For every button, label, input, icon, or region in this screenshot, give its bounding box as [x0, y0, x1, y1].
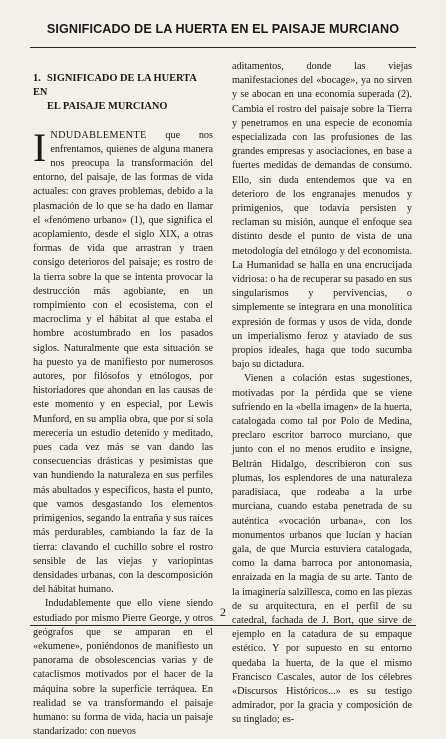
right-column: [232, 60, 412, 728]
paragraph-1-continued: aditamentos, donde las viejas manifestaciones del «bocage», ya no sirven y se abocan en una economía superada (2). Cambia el rostro del paisaje sobre la Tierra y penetramos en una especie de economía especializada con las profusiones de las grandes empresas y asociaciones, en base a fuertes medidas de demandas de consumo. Ello, sin duda entendemos que va en deterioro de los engranajes menudos y primigenios, que todavía persisten y reclaman su misión, aunque el enfoque sea distinto desde el punto de vista de una metodología del etnólogo y del economista. La Humanidad se halla en una encrucijada vidriosa: o ha de recuperar su pasado en sus singularismos y pervivencias, o simplemente se integrara en una monolítica expresión de formas y usos de vida, donde un imperialismo feroz y ataviado de sus propios ideales, haga que todo sucumba bajo su dictadura.: [232, 61, 412, 371]
paragraph-2: Indudablemente que ello viene siendo estudiado por mismo Pierre George, y otros geógrafos que se amparan en el «ekumene», poniéndonos de manifiesto un panorama de obsolescencias varias y de cataclismos motivados por el hacer de la máquina sobre la superficie terráquea. En realidad se va transformando el paisaje humano: su forma de vida, hacia un paisaje standarizado: con nuevos: [33, 598, 213, 738]
section-title-line1: SIGNIFICADO DE LA HUERTA EN: [33, 73, 197, 99]
header-rule: [30, 47, 416, 48]
page-number: 2: [220, 605, 226, 619]
paragraph-3: Vienen a colación estas sugestiones, motivadas por la pérdida que se viene sufriendo en la «bella imagen» de la huerta, catalogada como tal por Polo de Medina, preclaro escritor barroco murciano, que junto con el no menos erudito e insigne, Beltrán Hidalgo, describieron con sus plumas, los esplendores de una naturaleza paradisíaca, que rodeaba a la urbe murciana, cuando estaba penetrada de su auténtica «vocación urbana», con los monumentos urbanos que lucían y hacían gala, de que Murcia estuviera catalogada, como la dama barroca por antonomasia, enraizada en la magia de su arte. Tanto de la imaginería salzillesca, como en las piezas de su arquitectura, en el perfil de su catedral, fachada de J. Bort, que sirve de ejemplo en la catadura de su empaque estético. Y por supuesto en su entorno quedaba la huerta, de la que el mismo Francisco Cascales, autor de los célebres «Discursos Históricos...» es su testigo admirador, por la gracia y composición de su tinglado; es-: [232, 373, 412, 726]
paragraph-1: [33, 124, 213, 598]
first-word: NDUDABLEMENTE: [50, 129, 147, 141]
section-number: 1.: [33, 73, 41, 84]
drop-cap: I: [33, 124, 47, 170]
running-head: SIGNIFICADO DE LA HUERTA EN EL PAISAJE MURCIANO: [46, 22, 400, 36]
left-column: [33, 60, 213, 739]
footer-rule: [30, 625, 416, 626]
section-heading: [33, 72, 213, 115]
section-title-line2: EL PAISAJE MURCIANO: [47, 101, 168, 113]
paragraph-1-text: que nos enfrentamos, quienes de alguna manera nos preocupa la transformación del entorno, del paisaje, de las formas de vida actuales: con graves problemas, debido a la plasmación de lo que se ha dado en llamar el «fenómeno urbano» (1), que significa el acoplamiento, desde el siglo XIX, a otras formas de vida que arrastran y traen consigo deterioros del paisaje; es rostro de la tierra sobre la que se intenta provocar la destrucción más agobiante, en un rompimiento con el ecosistema, con el macroclima y el hábitat al que estaba el hombre acostumbrado en los pasados siglos. Naturalmente que esta situación se ha puesto ya de manifiesto por numerosos autores, por filósofos y etnólogos, por historiadores que ahondan en las causas de este momento y en especial, por Lewis Munford, en su amplia obra, que por sí sola merecería un estudio detenido y meditado, pues cada vez más se van dando las consecuencias drásticas y pesimistas que van hundiendo la naturaleza en sus perfiles más abultados y específicos, hasta el punto, que vamos desgastando los elementos primigenios, segando la entraña y sus raíces más perdurables, cambiando la faz de la tierra: clavando el cuchillo sobre el rostro sensible de las viejas y variopintas densidades urbanas, con la descomposición del hábitat humano.: [33, 129, 213, 596]
